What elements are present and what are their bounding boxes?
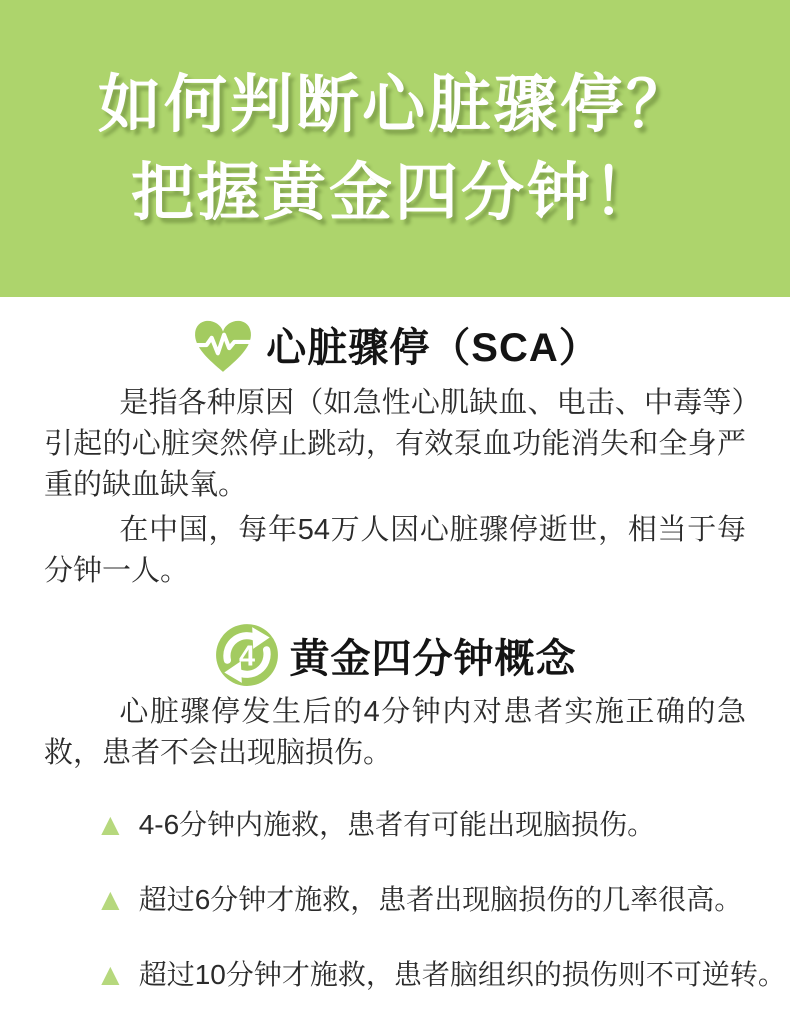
banner-title-line2: 把握黄金四分钟！ — [131, 157, 659, 228]
bullet-text-4-6-minutes: 4-6分钟内施救，患者有可能出现脑损伤。 — [138, 809, 656, 840]
triangle-up-icon: ▲ — [95, 807, 126, 842]
section2-header — [0, 622, 790, 688]
list-item — [44, 954, 786, 995]
icon-number-4: 4 — [238, 640, 255, 673]
list-item — [44, 879, 746, 920]
section1-paragraph-definition: 是指各种原因（如急性心肌缺血、电击、中毒等）引起的心脏突然停止跳动，有效泵血功能消失和全身严重的缺血缺氧。 — [44, 387, 746, 501]
section2-title: 黄金四分钟概念 — [289, 636, 577, 681]
triangle-up-icon: ▲ — [95, 882, 126, 917]
list-item — [44, 804, 746, 845]
cycle-arrows-icon — [214, 622, 280, 688]
header-banner — [0, 0, 790, 297]
bullet-text-over-6-minutes: 超过6分钟才施救，患者出现脑损伤的几率很高。 — [138, 884, 743, 915]
triangle-up-icon: ▲ — [95, 957, 126, 992]
banner-title-line1: 如何判断心脏骤停？ — [98, 69, 692, 140]
section2-paragraph-concept: 心脏骤停发生后的4分钟内对患者实施正确的急救，患者不会出现脑损伤。 — [44, 696, 746, 769]
heart-ecg-icon — [190, 311, 256, 377]
section1-title: 心脏骤停（SCA） — [266, 325, 600, 370]
section1-paragraph-statistics: 在中国，每年54万人因心脏骤停逝世，相当于每分钟一人。 — [44, 514, 746, 587]
bullet-text-over-10-minutes: 超过10分钟才施救，患者脑组织的损伤则不可逆转。 — [138, 959, 786, 990]
section1-header — [0, 311, 790, 377]
bullet-list — [44, 804, 786, 995]
